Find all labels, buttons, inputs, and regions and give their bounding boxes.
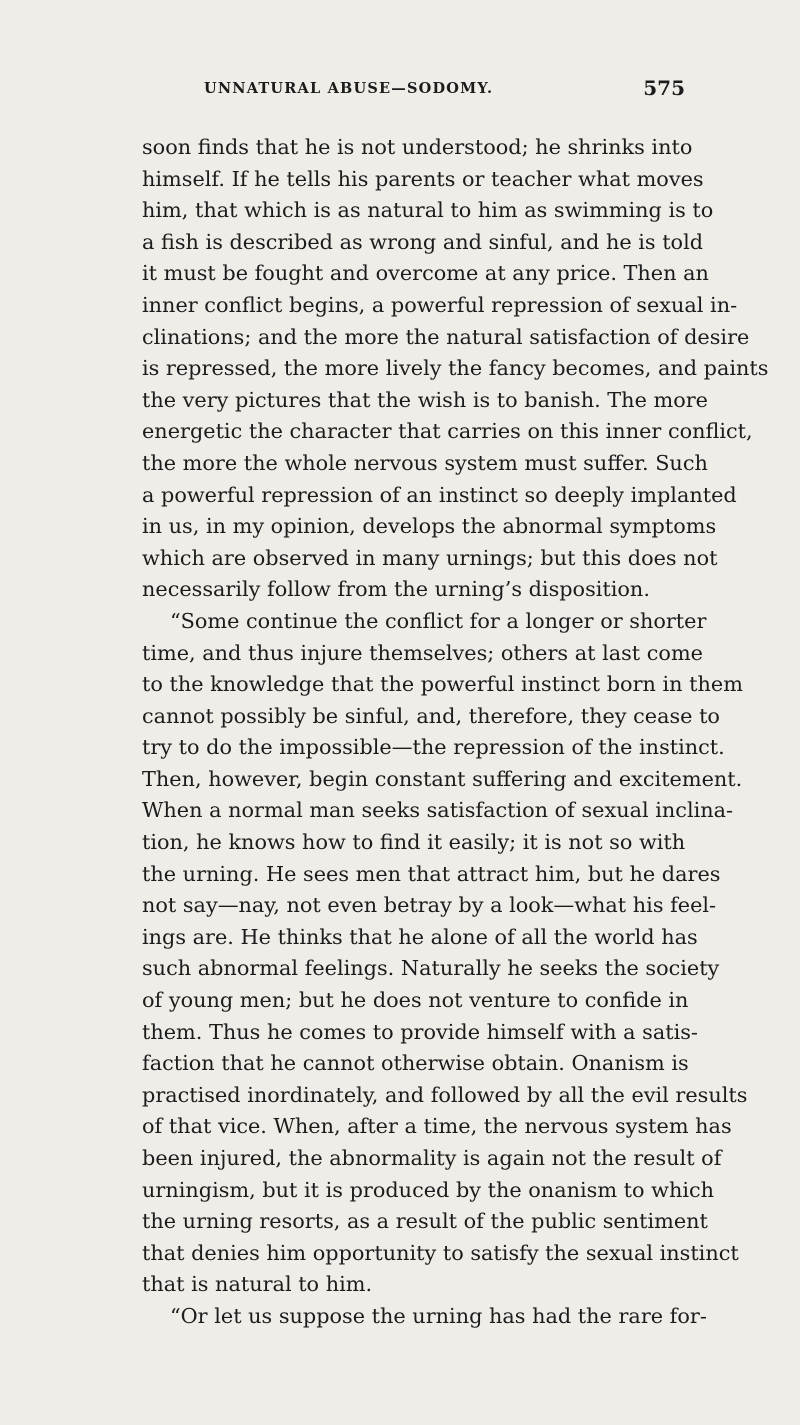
- text-line: to the knowledge that the powerful instinct born in them: [142, 672, 743, 697]
- text-line: the more the whole nervous system must suffer. Such: [142, 450, 708, 475]
- text-line: in us, in my opinion, develops the abnormal symptoms: [142, 514, 717, 539]
- text-line: himself. If he tells his parents or teacher what moves: [142, 166, 704, 191]
- text-line: necessarily follow from the urning’s disposition.: [142, 577, 650, 602]
- text-line: it must be fought and overcome at any price. Then an: [142, 261, 709, 286]
- text-line: a powerful repression of an instinct so deeply implanted: [142, 482, 737, 507]
- text-line: that is natural to him.: [142, 1272, 373, 1297]
- text-line: inner conflict begins, a powerful repression of sexual in-: [142, 292, 738, 317]
- text-line: him, that which is as natural to him as swimming is to: [142, 198, 714, 223]
- text-line: When a normal man seeks satisfaction of sexual inclina-: [142, 798, 734, 823]
- text-line: energetic the character that carries on this inner conflict,: [142, 419, 753, 444]
- text-line: which are observed in many urnings; but this does not: [142, 545, 718, 570]
- text-line: “Or let us suppose the urning has had the rare for-: [170, 1303, 707, 1328]
- text-line: not say—nay, not even betray by a look—what his feel-: [142, 893, 717, 918]
- text-line: the urning. He sees men that attract him, but he dares: [142, 861, 721, 886]
- text-line: tion, he knows how to find it easily; it is not so with: [142, 830, 686, 855]
- body-text: [142, 132, 769, 1333]
- page-number: 575: [643, 76, 685, 100]
- text-line: soon finds that he is not understood; he shrinks into: [142, 135, 693, 159]
- text-line: Then, however, begin constant suffering and excitement.: [142, 766, 743, 791]
- text-line: “Some continue the conflict for a longer or shorter: [170, 608, 707, 633]
- text-line: time, and thus injure themselves; others at last come: [142, 640, 703, 665]
- text-line: urningism, but it is produced by the onanism to which: [142, 1177, 715, 1202]
- text-line: a fish is described as wrong and sinful, and he is told: [142, 229, 704, 254]
- text-line: them. Thus he comes to provide himself with a satis-: [142, 1019, 698, 1044]
- text-line: such abnormal feelings. Naturally he seeks the society: [142, 956, 720, 981]
- text-line: practised inordinately, and followed by all the evil results: [142, 1082, 748, 1107]
- text-line: ings are. He thinks that he alone of all the world has: [142, 924, 698, 949]
- book-page: [0, 70, 800, 1425]
- running-title: UNNATURAL ABUSE—SODOMY.: [204, 80, 494, 97]
- text-line: of that vice. When, after a time, the nervous system has: [142, 1114, 732, 1139]
- text-line: been injured, the abnormality is again not the result of: [142, 1146, 722, 1170]
- text-line: the urning resorts, as a result of the public sentiment: [142, 1209, 708, 1234]
- text-line: try to do the impossible—the repression of the instinct.: [142, 735, 725, 760]
- text-line: cannot possibly be sinful, and, therefore, they cease to: [142, 703, 720, 728]
- text-line: of young men; but he does not venture to confide in: [142, 988, 689, 1013]
- text-line: that denies him opportunity to satisfy the sexual instinct: [142, 1240, 739, 1265]
- text-line: the very pictures that the wish is to banish. The more: [142, 387, 708, 412]
- running-head: [142, 70, 685, 110]
- text-line: clinations; and the more the natural satisfaction of desire: [142, 324, 750, 349]
- text-line: faction that he cannot otherwise obtain. Onanism is: [142, 1051, 689, 1076]
- text-line: is repressed, the more lively the fancy becomes, and paints: [142, 356, 769, 381]
